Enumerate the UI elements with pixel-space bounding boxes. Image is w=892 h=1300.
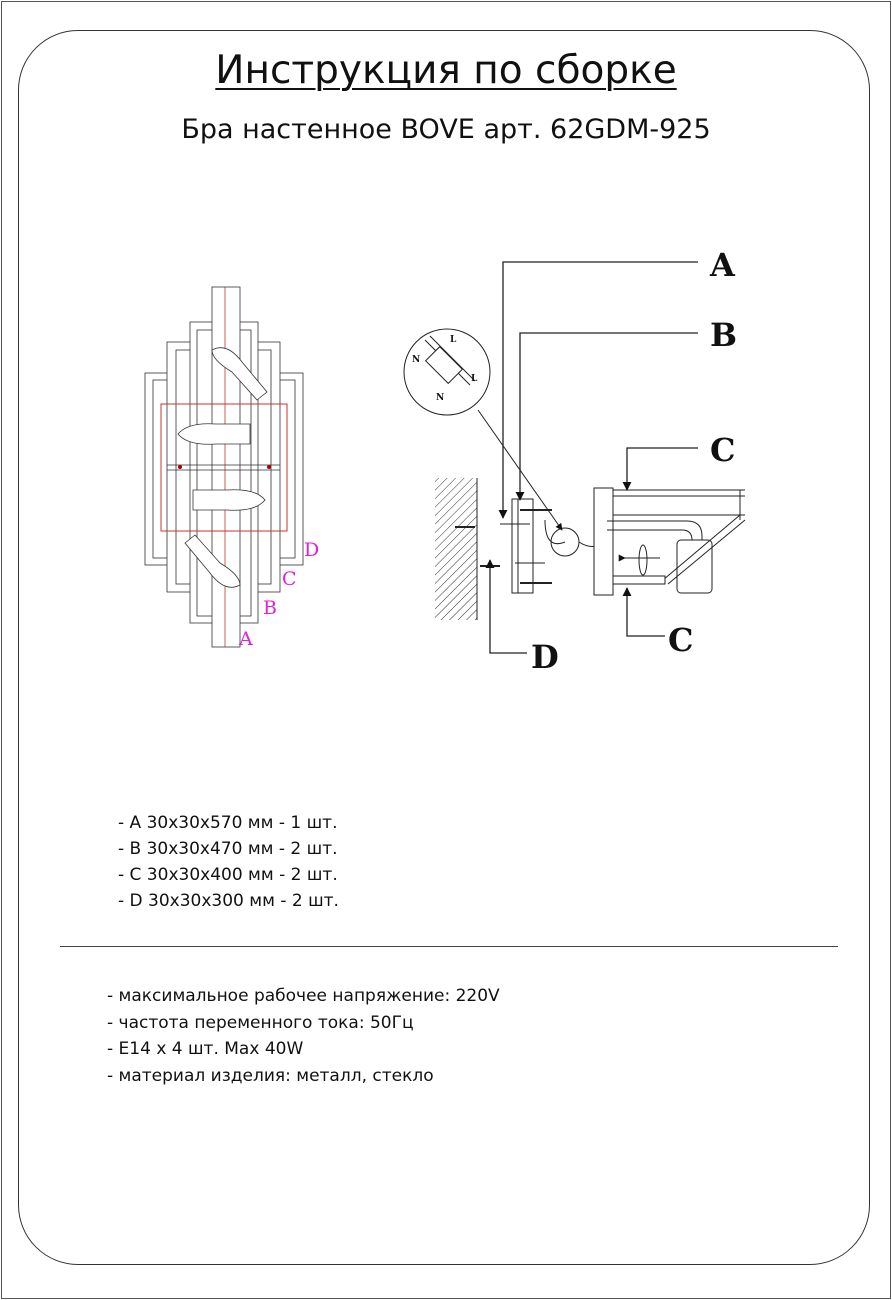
label-d: D [304,539,320,561]
wall [435,478,477,620]
wire-label-n: N [436,393,445,403]
spec-item: - материал изделия: металл, стекло [107,1065,434,1086]
side-view-drawing [404,262,745,653]
divider [60,946,838,947]
label-b: B [710,316,738,354]
page-title: Инструкция по сборке [215,48,677,93]
parts-list [118,810,339,914]
bar-a [212,287,240,647]
wire-label-n: N [412,355,421,365]
label-c-top: C [710,431,736,469]
spec-item: - частота переменного тока: 50Гц [107,1012,414,1033]
label-b: B [263,597,277,619]
lamp-base [594,488,613,595]
parts-item: - C 30x30x400 мм - 2 шт. [118,865,338,885]
label-a: A [710,246,735,284]
parts-item: - A 30x30x570 мм - 1 шт. [118,813,338,833]
parts-item: - B 30x30x470 мм - 2 шт. [118,839,338,859]
label-d: D [531,638,559,676]
lamp-shade [677,540,712,593]
front-view-drawing [145,287,303,647]
specs-list [107,983,500,1089]
spec-item: - E14 x 4 шт. Max 40W [107,1039,304,1059]
wire-label-l: L [471,374,478,384]
label-c-bottom: C [668,621,694,659]
product-subtitle: Бра настенное BOVE арт. 62GDM-925 [181,114,711,145]
label-a: A [239,628,253,650]
wire-label-l: L [450,335,457,345]
mounting-bracket [512,499,533,593]
side-view-labels [531,246,737,676]
spec-item: - максимальное рабочее напряжение: 220V [107,986,500,1006]
parts-item: - D 30x30x300 мм - 2 шт. [118,891,339,911]
label-c: C [282,568,297,590]
